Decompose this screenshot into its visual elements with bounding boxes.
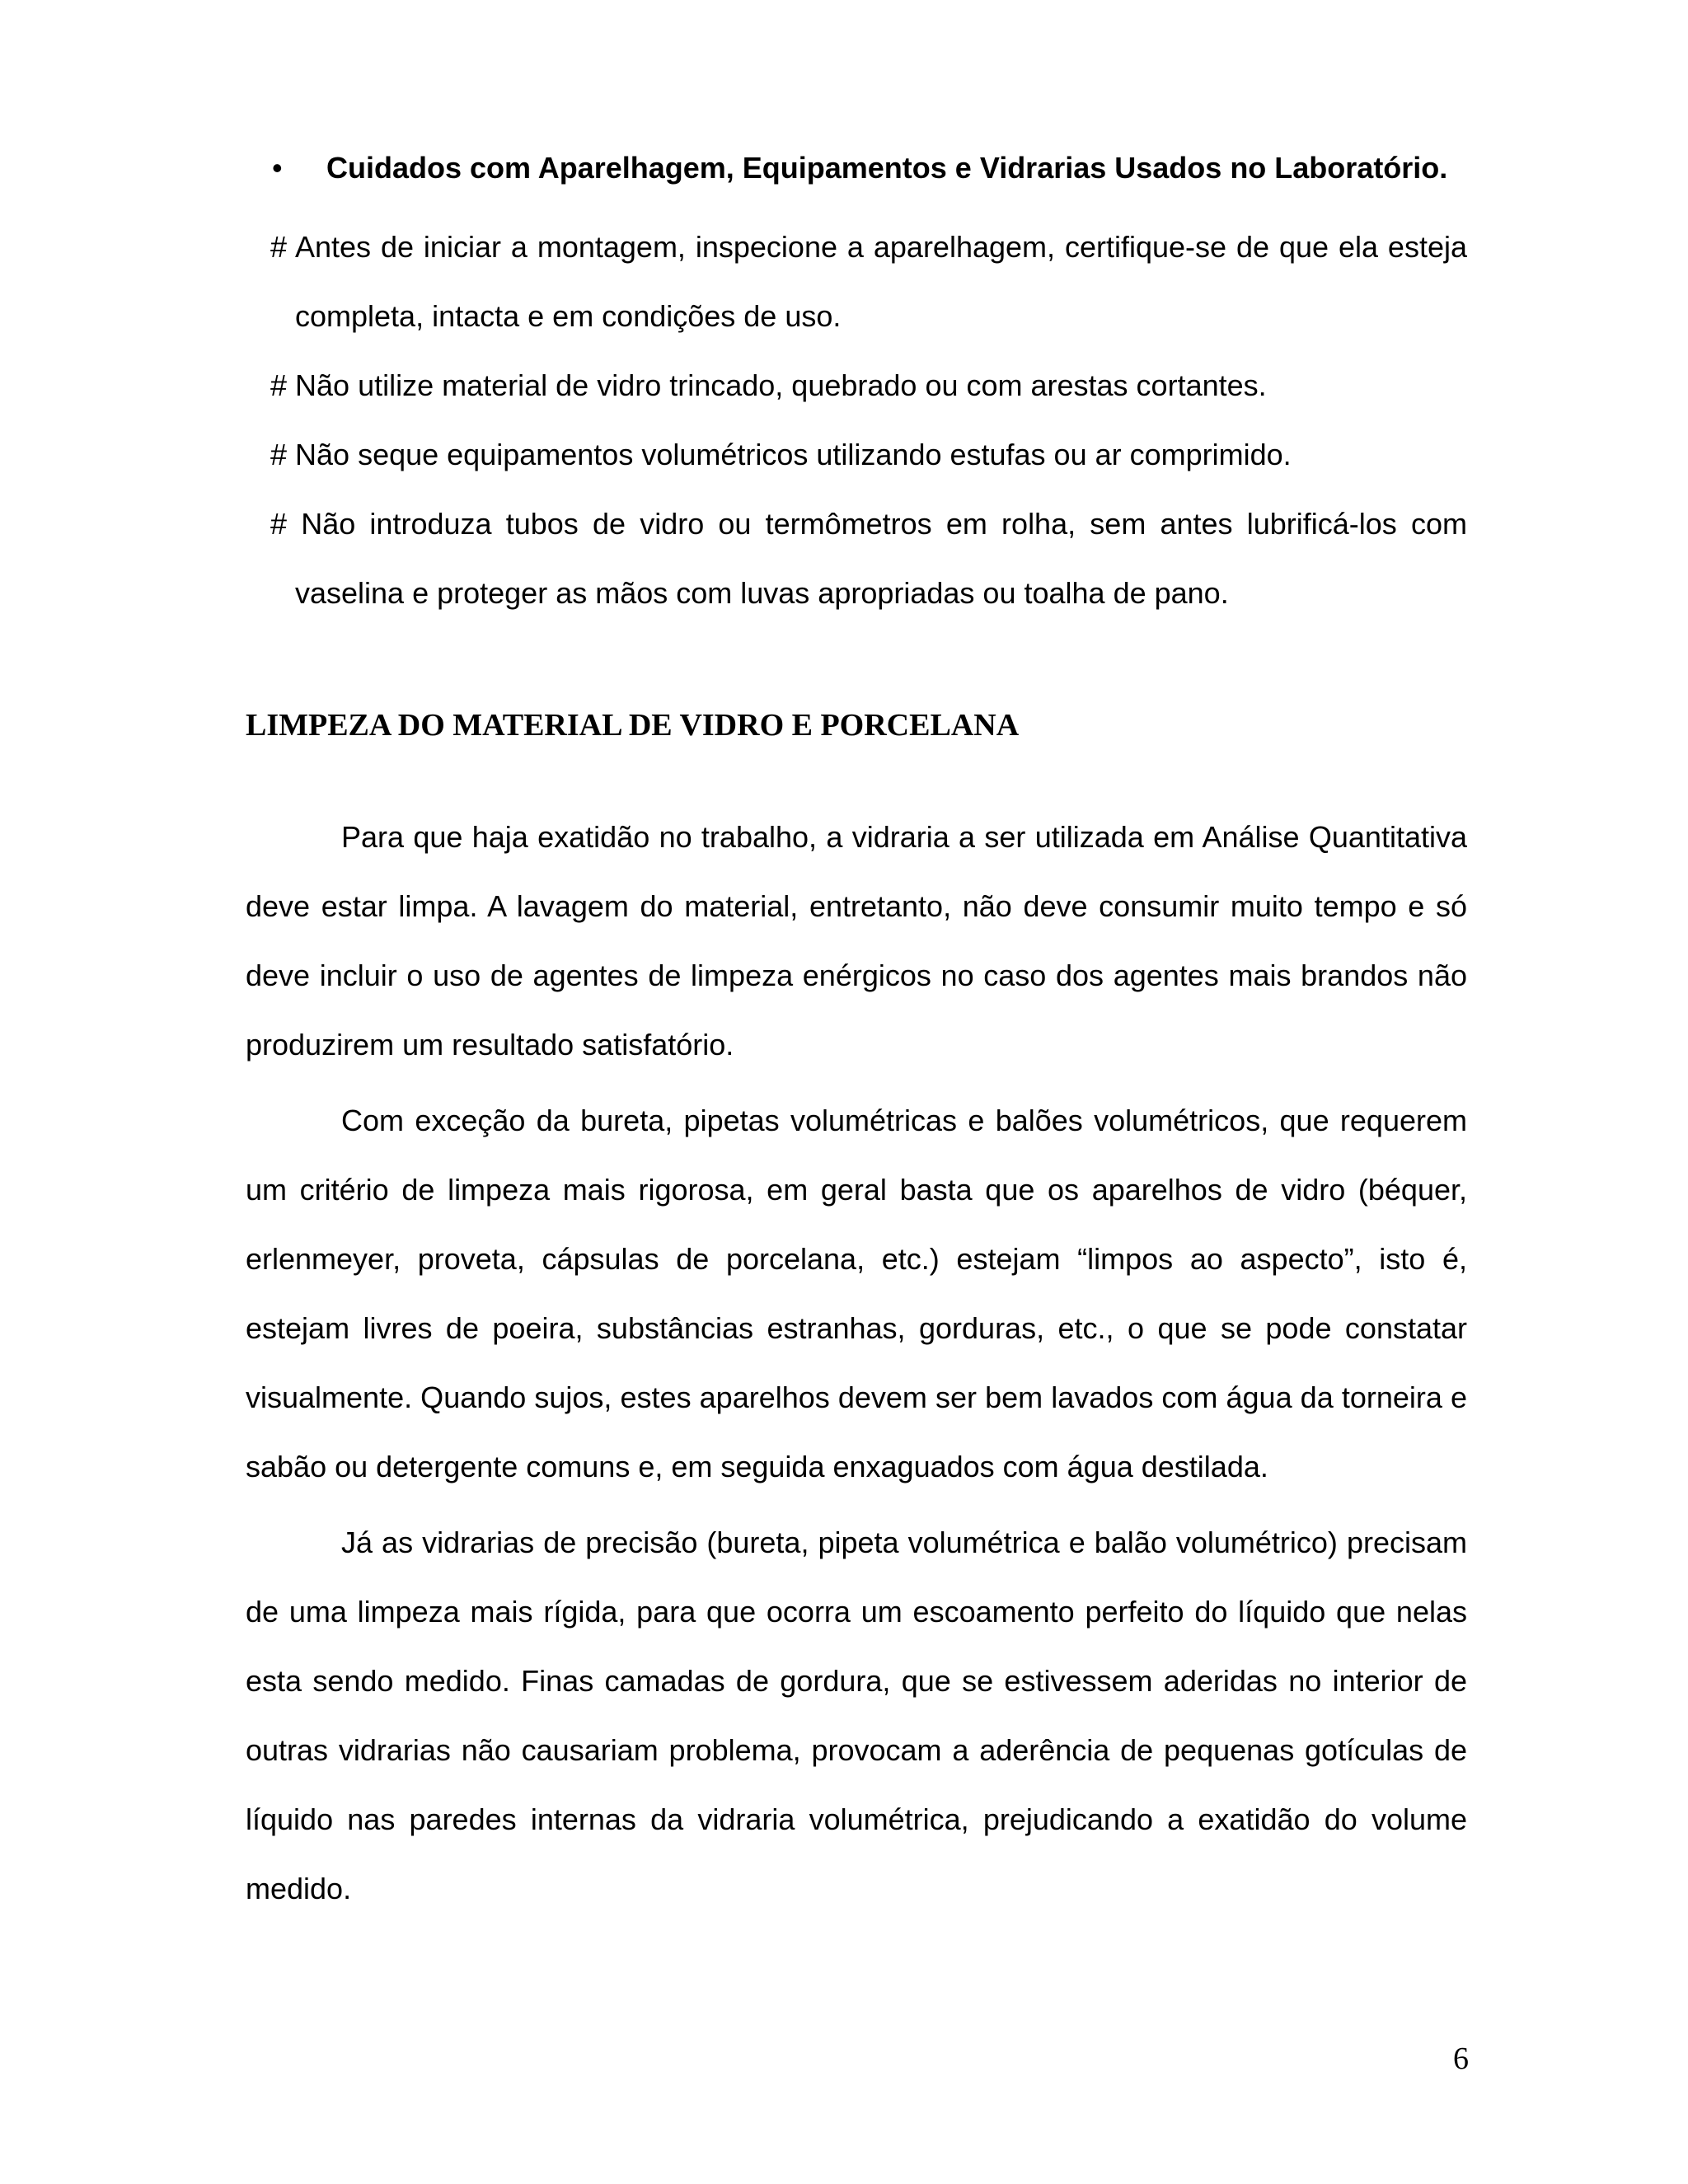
section-title: LIMPEZA DO MATERIAL DE VIDRO E PORCELANA [246, 708, 1020, 743]
paragraph: Para que haja exatidão no trabalho, a vidraria a ser utilizada em Análise Quantitativa deve estar limpa. A lavagem do material, entretanto, não deve consumir muito tempo e só deve incluir o uso de agentes de limpeza enérgicos no caso dos agentes mais brandos não produzirem um resultado satisfatório. [246, 820, 1467, 1062]
paragraph: Já as vidrarias de precisão (bureta, pipeta volumétrica e balão volumétrico) precisam de uma limpeza mais rígida, para que ocorra um escoamento perfeito do líquido que nelas esta sendo medido. Finas camadas de gordura, que se estivessem aderidas no interior de outras vidrarias não causariam problema, provocam a aderência de pequenas gotículas de líquido nas paredes internas da vidraria volumétrica, prejudicando a exatidão do volume medido. [246, 1526, 1467, 1905]
page-number: 6 [1453, 2041, 1469, 2076]
body-text [246, 803, 1467, 1924]
care-item: # Não seque equipamentos volumétricos utilizando estufas ou ar comprimido. [270, 438, 1292, 471]
care-item: # Antes de iniciar a montagem, inspecione a aparelhagem, certifique-se de que ela esteja completa, intacta e em condições de uso. [270, 230, 1467, 333]
care-heading: Cuidados com Aparelhagem, Equipamentos e Vidrarias Usados no Laboratório. [326, 151, 1448, 185]
bullet-marker: • [272, 151, 283, 185]
care-item: # Não utilize material de vidro trincado, quebrado ou com arestas cortantes. [270, 368, 1267, 402]
paragraph: Com exceção da bureta, pipetas volumétricas e balões volumétricos, que requerem um critério de limpeza mais rigorosa, em geral basta que os aparelhos de vidro (béquer, erlenmeyer, proveta, cápsulas de porcelana, etc.) estejam “limpos ao aspecto”, isto é, estejam livres de poeira, substâncias estranhas, gorduras, etc., o que se pode constatar visualmente. Quando sujos, estes aparelhos devem ser bem lavados com água da torneira e sabão ou detergente comuns e, em seguida enxaguados com água destilada. [246, 1104, 1467, 1483]
bullet-heading [272, 145, 1475, 191]
care-list [270, 213, 1467, 628]
care-item: # Não introduza tubos de vidro ou termômetros em rolha, sem antes lubrificá-los com vaselina e proteger as mãos com luvas apropriadas ou toalha de pano. [270, 507, 1467, 610]
